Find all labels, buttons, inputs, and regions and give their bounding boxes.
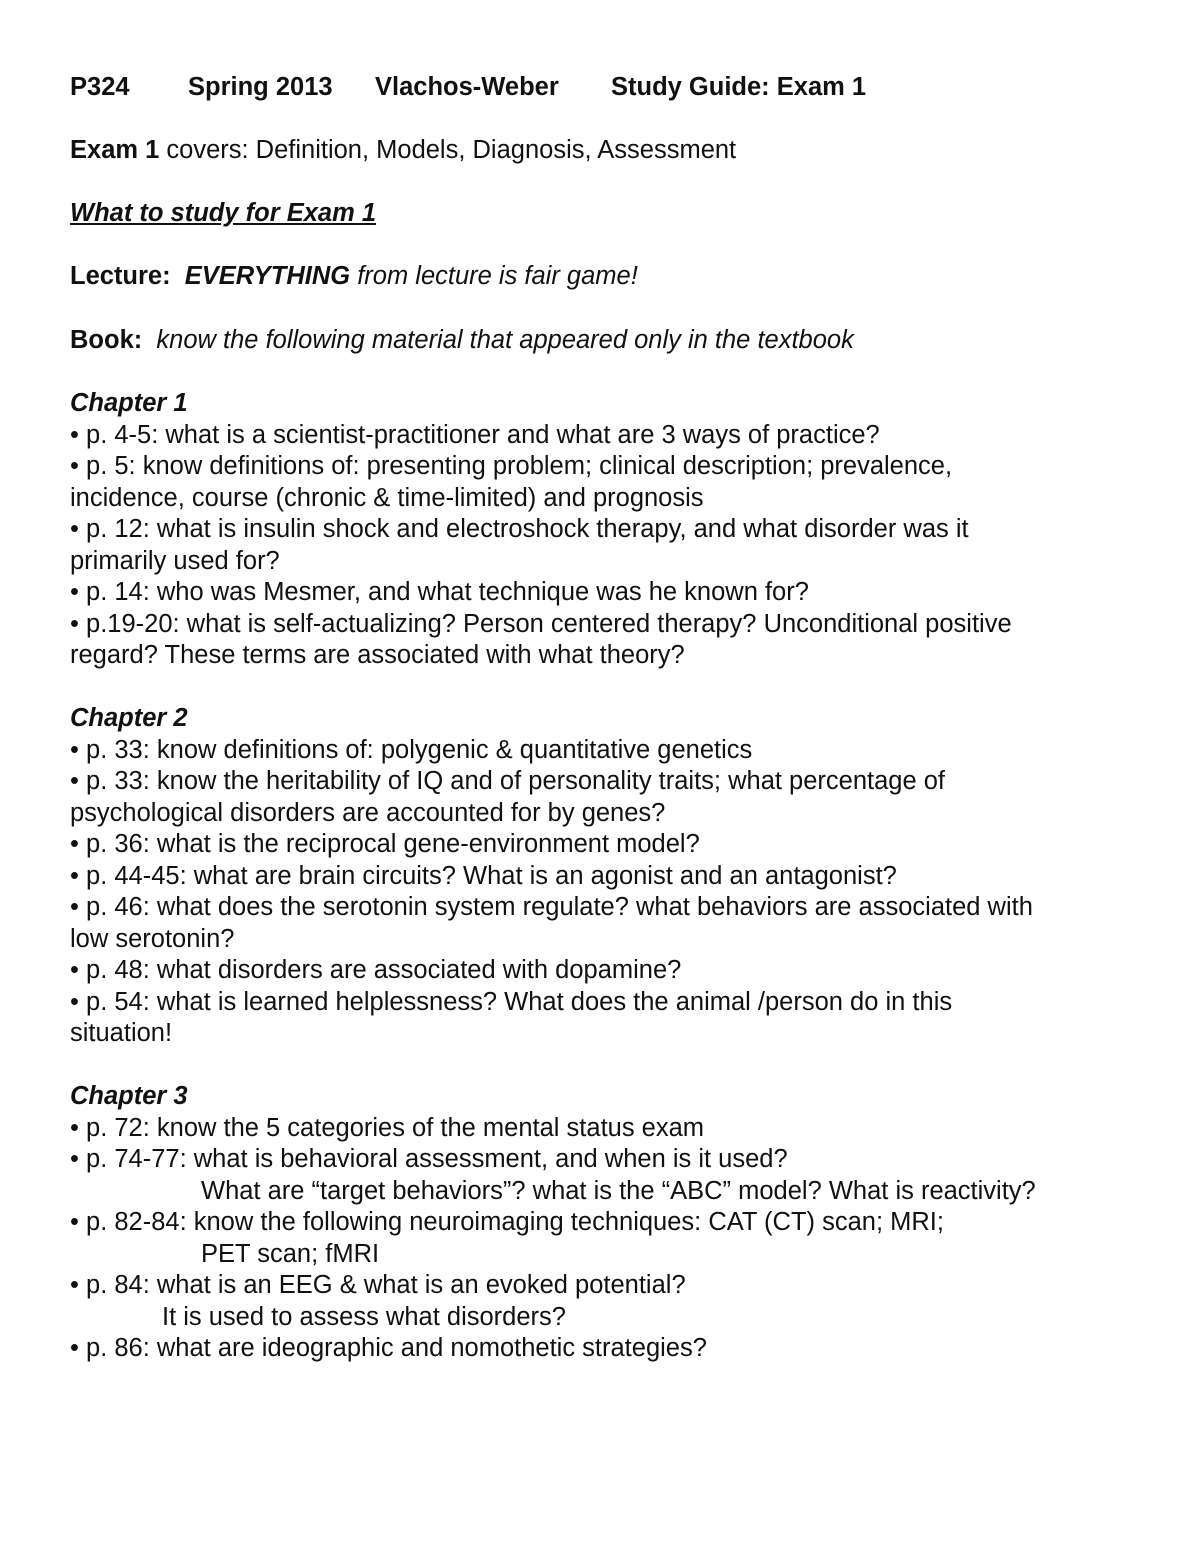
what-to-study-heading: What to study for Exam 1 [70, 199, 377, 227]
chapter-1-line: • p.19-20: what is self-actualizing? Person centered therapy? Unconditional positive [70, 610, 1012, 638]
chapter-3-line: • p. 82-84: know the following neuroimaging techniques: CAT (CT) scan; MRI; [70, 1208, 944, 1236]
book-text: know the following material that appeared only in the textbook [156, 326, 854, 354]
lecture-emphasis: EVERYTHING [184, 262, 351, 290]
chapter-1-line: • p. 12: what is insulin shock and electroshock therapy, and what disorder was it [70, 515, 969, 543]
chapter-1-line: • p. 5: know definitions of: presenting problem; clinical description; prevalence, [70, 452, 953, 480]
chapter-1-title: Chapter 1 [70, 389, 188, 417]
chapter-3-title: Chapter 3 [70, 1082, 188, 1110]
lecture-text: from lecture is fair game! [350, 262, 638, 290]
chapter-2-line: • p. 33: know definitions of: polygenic & quantitative genetics [70, 736, 753, 764]
header-term: Spring 2013 [188, 73, 333, 101]
header-course: P324 [70, 73, 130, 101]
chapter-3-line: • p. 84: what is an EEG & what is an evoked potential? [70, 1271, 686, 1299]
chapter-2-line: situation! [70, 1019, 173, 1047]
header-guide: Study Guide: Exam 1 [611, 73, 867, 101]
chapter-2-line: • p. 44-45: what are brain circuits? What is an agonist and an antagonist? [70, 862, 897, 890]
chapter-3-line: • p. 86: what are ideographic and nomothetic strategies? [70, 1334, 707, 1362]
chapter-3-line: What are “target behaviors”? what is the “ABC” model? What is reactivity? [201, 1177, 1036, 1205]
header-line [70, 72, 1170, 104]
lecture-label: Lecture: [70, 262, 171, 290]
chapter-2-line: • p. 46: what does the serotonin system regulate? what behaviors are associated with [70, 893, 1033, 921]
book-line [70, 325, 854, 357]
chapter-3-line: • p. 72: know the 5 categories of the mental status exam [70, 1114, 705, 1142]
book-label: Book: [70, 326, 143, 354]
exam-covers-text: covers: Definition, Models, Diagnosis, Assessment [159, 136, 737, 164]
chapter-1-line: • p. 14: who was Mesmer, and what technique was he known for? [70, 578, 809, 606]
chapter-3-line: • p. 74-77: what is behavioral assessment, and when is it used? [70, 1145, 788, 1173]
lecture-line [70, 261, 638, 293]
exam-covers-line [70, 135, 736, 167]
chapter-2-line: • p. 33: know the heritability of IQ and of personality traits; what percentage of [70, 767, 945, 795]
chapter-3-line: PET scan; fMRI [201, 1240, 380, 1268]
chapter-1-line: regard? These terms are associated with what theory? [70, 641, 685, 669]
chapter-2-title: Chapter 2 [70, 704, 188, 732]
chapter-1-line: incidence, course (chronic & time-limited) and prognosis [70, 484, 704, 512]
chapter-2-line: low serotonin? [70, 925, 235, 953]
chapter-3-line: It is used to assess what disorders? [162, 1303, 566, 1331]
chapter-2-line: psychological disorders are accounted for by genes? [70, 799, 666, 827]
chapter-2-line: • p. 36: what is the reciprocal gene-environment model? [70, 830, 700, 858]
chapter-2-line: • p. 48: what disorders are associated with dopamine? [70, 956, 682, 984]
chapter-1-line: primarily used for? [70, 547, 280, 575]
chapter-2-line: • p. 54: what is learned helplessness? What does the animal /person do in this [70, 988, 953, 1016]
header-instructor: Vlachos-Weber [375, 73, 559, 101]
chapter-1-line: • p. 4-5: what is a scientist-practitioner and what are 3 ways of practice? [70, 421, 880, 449]
exam-covers-label: Exam 1 [70, 136, 160, 164]
